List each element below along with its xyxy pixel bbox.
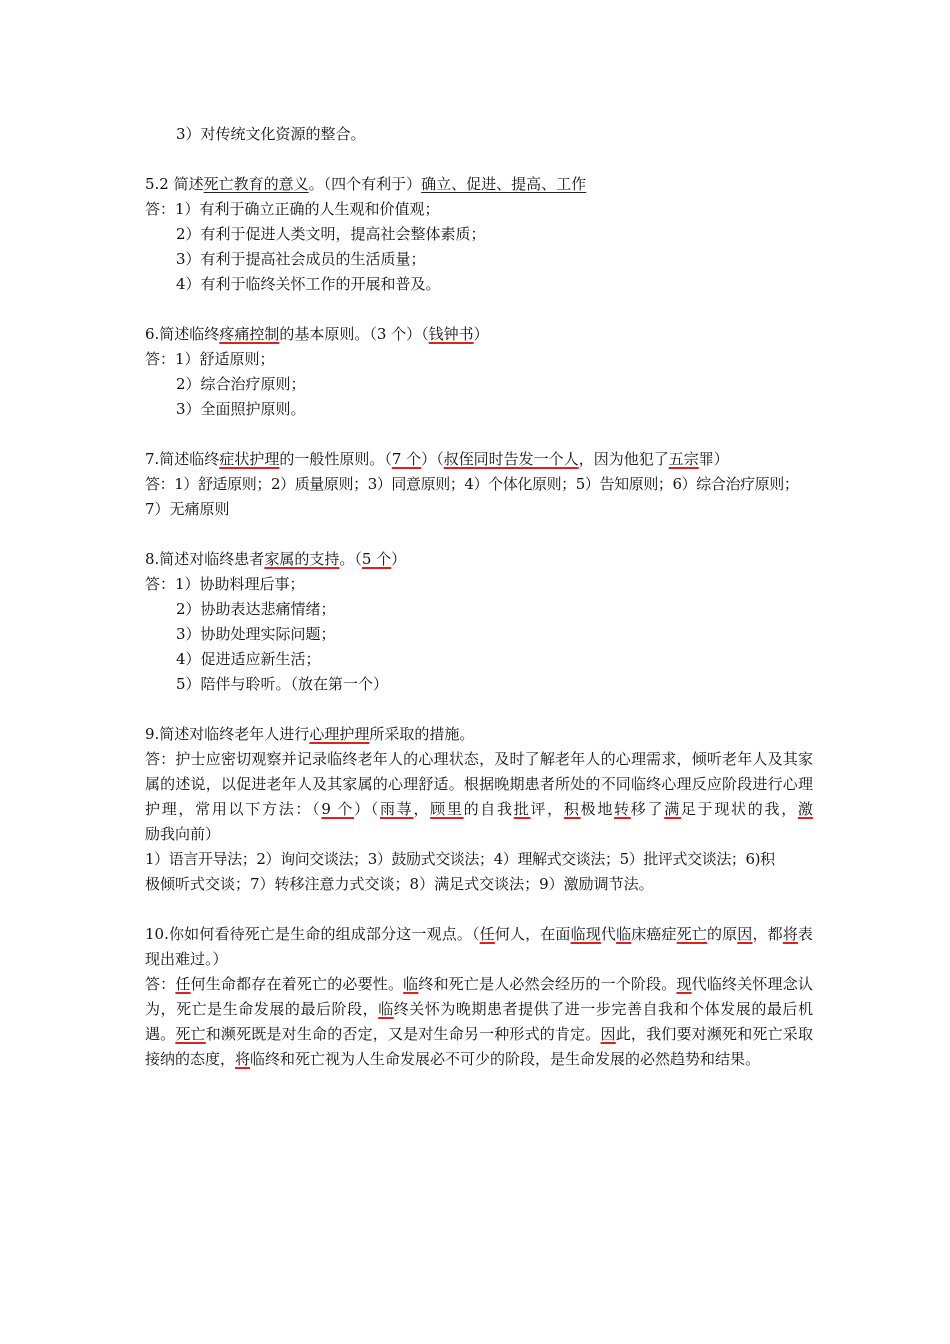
question-8: 8.简述对临终患者家属的支持。（5 个） xyxy=(145,550,407,568)
question-5-2: 5.2 简述死亡教育的意义。（四个有利于）确立、促进、提高、工作 xyxy=(145,175,587,193)
spellcheck-underline: 5 个 xyxy=(361,550,392,568)
answer-line: 5）陪伴与聆听。（放在第一个） xyxy=(176,675,389,693)
answer-line: 3）有利于提高社会成员的生活质量； xyxy=(176,250,426,268)
spellcheck-underline: 症状护理 xyxy=(219,450,280,468)
answer-line: 4）有利于临终关怀工作的开展和普及。 xyxy=(176,275,441,293)
answer-line: 2）协助表达悲痛情绪； xyxy=(176,600,336,618)
answer-line: 答：1）舒适原则；2）质量原则；3）同意原则；4）个体化原则；5）告知原则；6）综合治疗原则； xyxy=(145,475,799,493)
answer-line: 2）综合治疗原则； xyxy=(176,375,306,393)
question-7: 7.简述临终症状护理的一般性原则。（7 个）（叔侄同时告发一个人，因为他犯了五宗罪） xyxy=(145,450,729,468)
methods-line: 1）语言开导法；2）询问交谈法；3）鼓励式交谈法；4）理解式交谈法；5）批评式交谈法；6)积 xyxy=(145,850,775,868)
list-item: 3）对传统文化资源的整合。 xyxy=(176,125,366,143)
question-6: 6.简述临终疼痛控制的基本原则。（3 个）（钱钟书） xyxy=(145,325,489,343)
spellcheck-underline: 7 个 xyxy=(391,450,422,468)
spellcheck-underline: 五宗 xyxy=(668,450,699,468)
underlined-text: 死亡教育的意义 xyxy=(203,175,309,193)
methods-line: 极倾听式交谈；7）转移注意力式交谈；8）满足式交谈法；9）激励调节法。 xyxy=(145,875,654,893)
spellcheck-underline: 家属的支持 xyxy=(264,550,340,568)
answer-line: 答：1）有利于确立正确的人生观和价值观； xyxy=(145,200,440,218)
underlined-text: 确立、促进、提高、工作 xyxy=(421,175,587,193)
answer-line: 3）协助处理实际问题； xyxy=(176,625,336,643)
document-body xyxy=(145,122,813,1072)
answer-line: 3）全面照护原则。 xyxy=(176,400,306,418)
answer-line: 答：1）协助料理后事； xyxy=(145,575,305,593)
spellcheck-underline: 钱钟书 xyxy=(428,325,474,343)
answer-paragraph: 答：护士应密切观察并记录临终老年人的心理状态，及时了解老年人的心理需求，倾听老年人及其家属的述说，以促进老年人及其家属的心理舒适。根据晚期患者所处的不同临终心理反应阶段进行心理护理，常用以下方法：（9 个）（雨荨，顾里的自我批评，积极地转移了满足于现状的我，激励我向前） xyxy=(145,750,813,843)
answer-line: 4）促进适应新生活； xyxy=(176,650,321,668)
spellcheck-underline: 心理护理 xyxy=(309,725,370,743)
question-10: 10.你如何看待死亡是生命的组成部分这一观点。（任何人，在面临现代临床癌症死亡的原因，都将表现出难过。） xyxy=(145,925,813,968)
answer-line: 答：1）舒适原则； xyxy=(145,350,275,368)
answer-line: 2）有利于促进人类文明，提高社会整体素质； xyxy=(176,225,486,243)
spellcheck-underline: 叔侄同时告发一个人 xyxy=(443,450,579,468)
question-9: 9.简述对临终老年人进行心理护理所采取的措施。 xyxy=(145,725,475,743)
answer-paragraph: 答：任何生命都存在着死亡的必要性。临终和死亡是人必然会经历的一个阶段。现代临终关怀理念认为，死亡是生命发展的最后阶段，临终关怀为晚期患者提供了进一步完善自我和个体发展的最后机遇。死亡和濒死既是对生命的否定，又是对生命另一种形式的肯定。因此，我们要对濒死和死亡采取接纳的态度，将临终和死亡视为人生命发展必不可少的阶段，是生命发展的必然趋势和结果。 xyxy=(145,975,813,1068)
answer-line: 7）无痛原则 xyxy=(145,500,230,518)
spellcheck-underline: 疼痛控制 xyxy=(219,325,280,343)
